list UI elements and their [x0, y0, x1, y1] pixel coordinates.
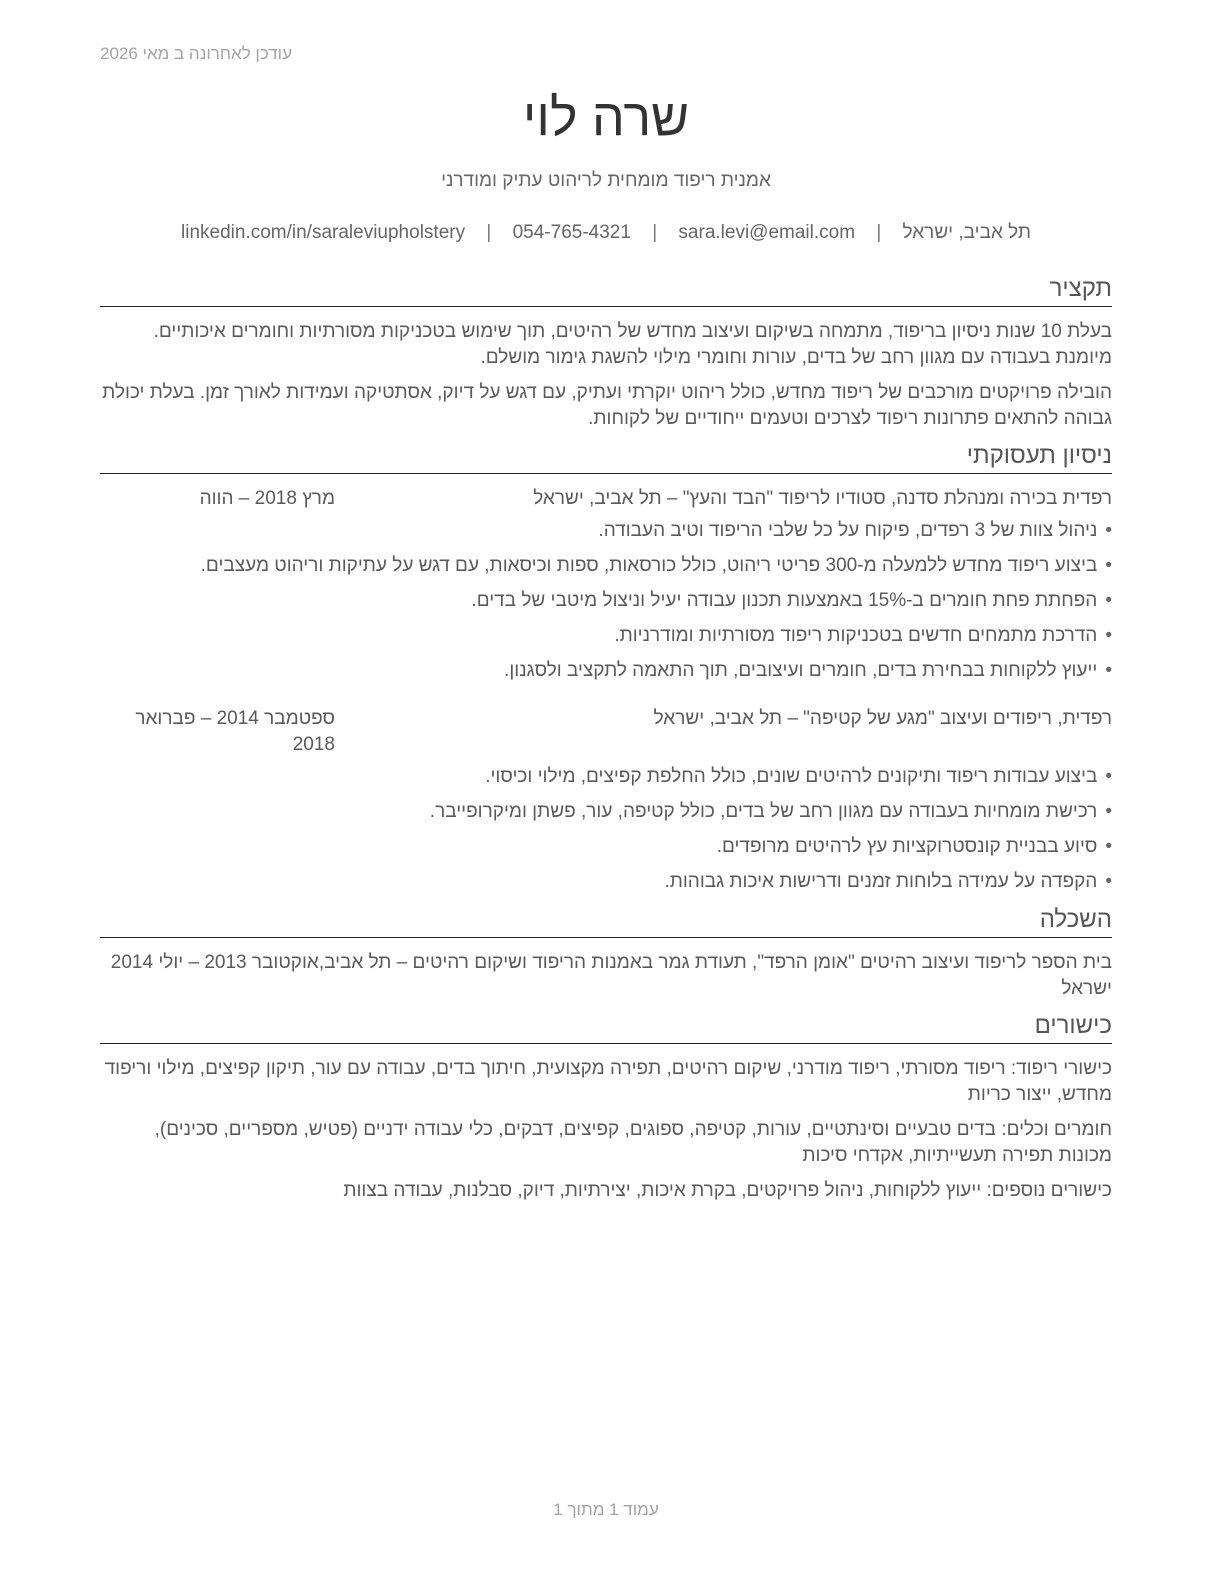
page-number: עמוד 1 מתוך 1	[553, 1500, 659, 1519]
skills-item: כישורי ריפוד: ריפוד מסורתי, ריפוד מודרני, שיקום רהיטים, תפירה מקצועית, חיתוך בדים, עבודה עם עור, תיקון קפיצים, מילוי וריפוד מחדש, ייצור כריות	[104, 1058, 1112, 1105]
list-item: • הפחתת פחת חומרים ב-15% באמצעות תכנון עבודה יעיל וניצול מיטבי של בדים.	[100, 588, 1112, 614]
job-dates: ספטמבר 2014 – פברואר 2018	[135, 708, 335, 755]
skills-item: חומרים וכלים: בדים טבעיים וסינתטיים, עורות, קטיפה, ספוגים, קפיצים, דבקים, כלי עבודה ידניים (פטיש, מספריים, סכינים), מכונות תפירה תעשייתיות, אקדחי סיכות	[154, 1119, 1112, 1166]
summary-paragraph: הובילה פרויקטים מורכבים של ריפוד מחדש, כולל ריהוט יוקרתי ועתיק, עם דגש על דיוק, אסתטיקה ועמידות לאורך זמן. בעלת יכולת גבוהה להתאים פתרונות ריפוד לצרכים וטעמים ייחודיים של לקוחות.	[102, 382, 1112, 429]
section-title-experience: ניסיון תעסוקתי	[100, 441, 1112, 474]
job-entry	[100, 486, 1112, 684]
resume-content	[100, 274, 1112, 1213]
list-item: • ביצוע עבודות ריפוד ותיקונים לרהיטים שונים, כולל החלפת קפיצים, מילוי וכיסוי.	[100, 764, 1112, 790]
summary-section	[100, 274, 1112, 432]
candidate-name: שרה לוי	[522, 89, 690, 147]
section-title-skills: כישורים	[100, 1011, 1112, 1044]
summary-paragraph: בעלת 10 שנות ניסיון בריפוד, מתמחה בשיקום ועיצוב מחדש של רהיטים, תוך שימוש בטכניקות מסורתיות וחומרים איכותיים. מיומנת בעבודה עם מגוון רחב של בדים, עורות וחומרי מילוי להשגת גימור מושלם.	[153, 321, 1112, 368]
job-header	[100, 706, 1112, 758]
contact-separator: |	[486, 222, 492, 243]
skills-section	[100, 1011, 1112, 1204]
contact-line	[100, 222, 1112, 244]
job-bullets	[100, 518, 1112, 684]
job-entry	[100, 706, 1112, 895]
education-entry: בית הספר לריפוד ועיצוב רהיטים "אומן הרפד", תעודת גמר באמנות הריפוד ושיקום רהיטים – תל אביב,אוקטובר 2013 – יולי 2014 ישראל	[110, 952, 1112, 999]
list-item: • הדרכת מתמחים חדשים בטכניקות ריפוד מסורתיות ומודרניות.	[100, 623, 1112, 649]
job-dates: מרץ 2018 – הווה	[199, 488, 335, 509]
job-role: רפדית בכירה ומנהלת סדנה, סטודיו לריפוד "הבד והעץ" – תל אביב, ישראל	[533, 488, 1112, 509]
education-section	[100, 905, 1112, 1002]
job-header	[100, 486, 1112, 512]
list-item: • ביצוע ריפוד מחדש ללמעלה מ-300 פריטי ריהוט, כולל כורסאות, ספות וכיסאות, עם דגש על עתיקות וריהוט מעצבים.	[100, 553, 1112, 579]
section-title-summary: תקציר	[100, 274, 1112, 307]
contact-email[interactable]: sara.levi@email.com	[678, 222, 856, 243]
list-item: • רכישת מומחיות בעבודה עם מגוון רחב של בדים, כולל קטיפה, עור, פשתן ומיקרופייבר.	[100, 799, 1112, 825]
list-item: • סיוע בבניית קונסטרוקציות עץ לרהיטים מרופדים.	[100, 834, 1112, 860]
skills-item: כישורים נוספים: ייעוץ ללקוחות, ניהול פרויקטים, בקרת איכות, יצירתיות, דיוק, סבלנות, עבודה בצוות	[343, 1180, 1112, 1201]
last-updated: עודכן לאחרונה ב מאי 2026	[100, 44, 292, 63]
contact-separator: |	[652, 222, 658, 243]
contact-phone[interactable]: 054-765-4321	[512, 222, 631, 243]
resume-page	[100, 0, 1112, 1584]
tagline: אמנית ריפוד מומחית לריהוט עתיק ומודרני	[441, 170, 771, 191]
list-item: • ניהול צוות של 3 רפדים, פיקוח על כל שלבי הריפוד וטיב העבודה.	[100, 518, 1112, 544]
job-role: רפדית, ריפודים ועיצוב "מגע של קטיפה" – תל אביב, ישראל	[653, 708, 1112, 729]
list-item: • הקפדה על עמידה בלוחות זמנים ודרישות איכות גבוהות.	[100, 869, 1112, 895]
section-title-education: השכלה	[100, 905, 1112, 938]
contact-location: תל אביב, ישראל	[902, 222, 1031, 243]
contact-linkedin[interactable]: linkedin.com/in/saraleviupholstery	[181, 222, 466, 243]
list-item: • ייעוץ ללקוחות בבחירת בדים, חומרים ועיצובים, תוך התאמה לתקציב ולסגנון.	[100, 658, 1112, 684]
job-bullets	[100, 764, 1112, 895]
experience-section	[100, 441, 1112, 895]
contact-separator: |	[876, 222, 882, 243]
